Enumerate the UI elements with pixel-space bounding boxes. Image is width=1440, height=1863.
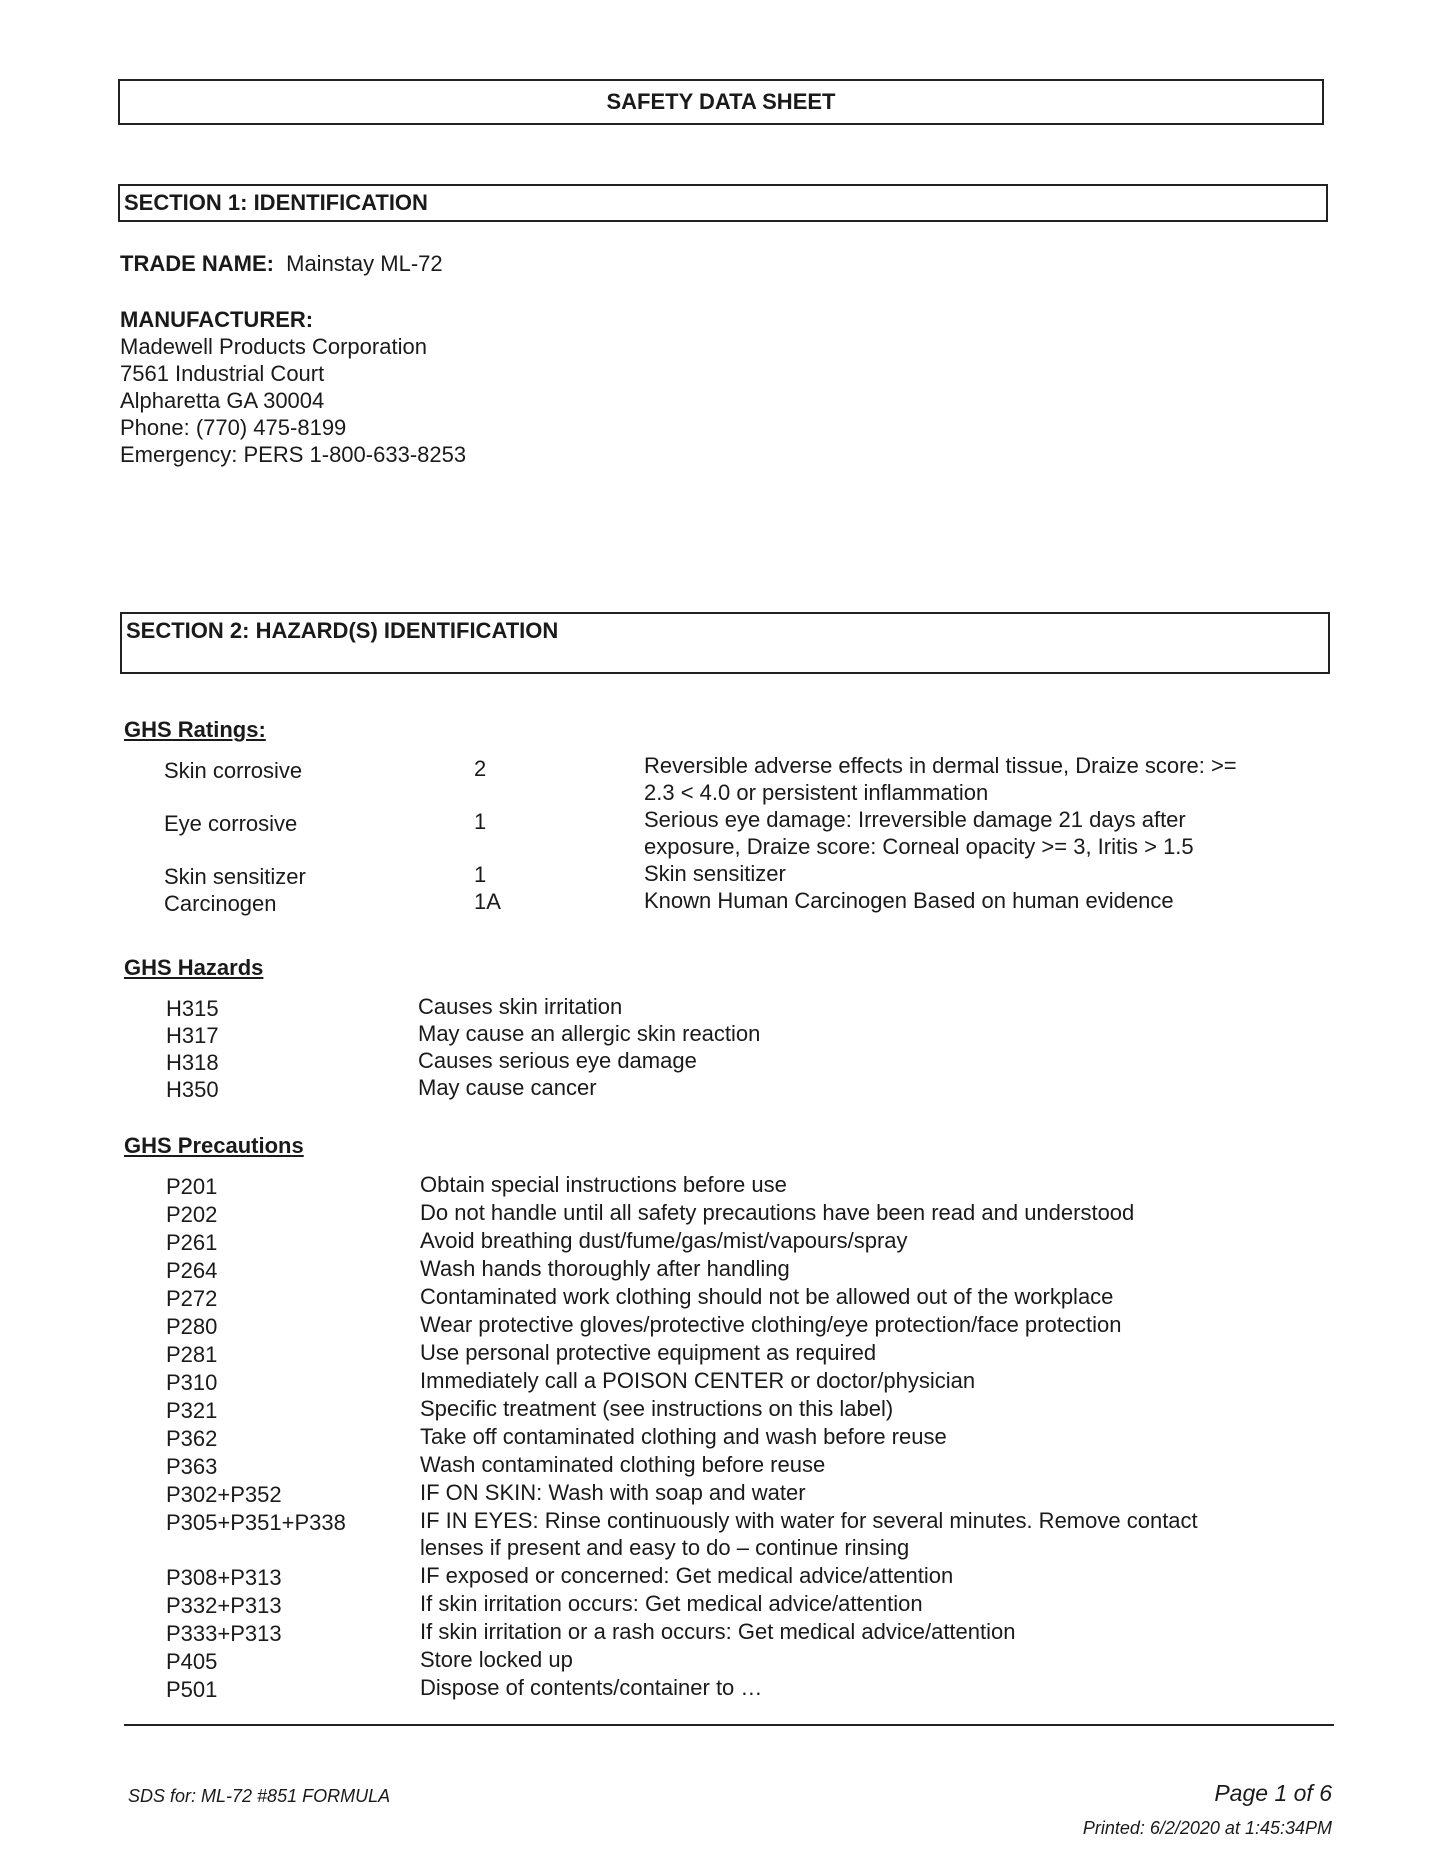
precaution-text: lenses if present and easy to do – continue rinsing [420, 1535, 910, 1560]
manufacturer-city: Alpharetta GA 30004 [120, 388, 325, 413]
manufacturer-emergency: Emergency: PERS 1-800-633-8253 [120, 442, 467, 467]
section1-header [118, 184, 1328, 222]
rating-value: 1A [474, 889, 501, 914]
hazard-code: H317 [166, 1023, 219, 1048]
precaution-text: If skin irritation or a rash occurs: Get medical advice/attention [420, 1619, 1016, 1644]
precaution-code: P362 [166, 1426, 218, 1451]
ghs-ratings-heading: GHS Ratings: [124, 717, 266, 742]
precaution-code: P302+P352 [166, 1482, 282, 1507]
rating-name: Skin sensitizer [164, 864, 306, 889]
precaution-text: IF ON SKIN: Wash with soap and water [420, 1480, 806, 1505]
hazard-code: H315 [166, 996, 219, 1021]
precaution-text: If skin irritation occurs: Get medical advice/attention [420, 1591, 923, 1616]
footer-printed-timestamp: Printed: 6/2/2020 at 1:45:34PM [1082, 1818, 1332, 1838]
precaution-text: IF exposed or concerned: Get medical advice/attention [420, 1563, 954, 1588]
rating-value: 2 [474, 756, 487, 781]
precaution-code: P264 [166, 1258, 218, 1283]
rating-value: 1 [474, 809, 487, 834]
precaution-text: Dispose of contents/container to … [420, 1675, 763, 1700]
rating-name: Eye corrosive [164, 811, 298, 836]
manufacturer-name: Madewell Products Corporation [120, 334, 427, 359]
rating-description: Serious eye damage: Irreversible damage 21 days after [644, 807, 1186, 832]
rating-name: Carcinogen [164, 891, 277, 916]
trade-name-value: Mainstay ML-72 [286, 251, 443, 276]
hazard-text: Causes serious eye damage [418, 1048, 697, 1073]
section2-header [120, 612, 1330, 674]
rating-description: Known Human Carcinogen Based on human evidence [644, 888, 1174, 913]
section2-heading: SECTION 2: HAZARD(S) IDENTIFICATION [126, 618, 559, 643]
rating-description: exposure, Draize score: Corneal opacity >= 3, Iritis > 1.5 [644, 834, 1194, 859]
rating-value: 1 [474, 862, 487, 887]
document-title: SAFETY DATA SHEET [606, 89, 836, 114]
precaution-text: Immediately call a POISON CENTER or doctor/physician [420, 1368, 976, 1393]
precaution-text: Wash contaminated clothing before reuse [420, 1452, 826, 1477]
precaution-code: P201 [166, 1174, 218, 1199]
section1-heading: SECTION 1: IDENTIFICATION [124, 190, 428, 215]
precaution-code: P261 [166, 1230, 218, 1255]
precaution-text: Contaminated work clothing should not be allowed out of the workplace [420, 1284, 1114, 1309]
trade-name-label: TRADE NAME: [120, 251, 274, 276]
precaution-text: Take off contaminated clothing and wash before reuse [420, 1424, 947, 1449]
precaution-code: P280 [166, 1314, 218, 1339]
precaution-text: Use personal protective equipment as required [420, 1340, 877, 1365]
hazard-text: Causes skin irritation [418, 994, 623, 1019]
precaution-code: P281 [166, 1342, 218, 1367]
precaution-text: IF IN EYES: Rinse continuously with water for several minutes. Remove contact [420, 1508, 1198, 1533]
precaution-text: Wear protective gloves/protective clothing/eye protection/face protection [420, 1312, 1122, 1337]
rating-description: 2.3 < 4.0 or persistent inflammation [644, 780, 989, 805]
rating-name: Skin corrosive [164, 758, 303, 783]
rating-description: Reversible adverse effects in dermal tissue, Draize score: >= [644, 753, 1237, 778]
footer-divider [124, 1724, 1334, 1726]
precaution-code: P332+P313 [166, 1593, 282, 1618]
precaution-code: P308+P313 [166, 1565, 282, 1590]
hazard-code: H318 [166, 1050, 219, 1075]
manufacturer-street: 7561 Industrial Court [120, 361, 325, 386]
rating-description: Skin sensitizer [644, 861, 786, 886]
precaution-code: P202 [166, 1202, 218, 1227]
precaution-text: Avoid breathing dust/fume/gas/mist/vapours/spray [420, 1228, 908, 1253]
precaution-code: P272 [166, 1286, 218, 1311]
precaution-text: Specific treatment (see instructions on this label) [420, 1396, 894, 1421]
ghs-hazards-heading: GHS Hazards [124, 955, 264, 980]
precaution-code: P305+P351+P338 [166, 1510, 346, 1535]
manufacturer-label: MANUFACTURER: [120, 307, 314, 332]
precaution-text: Do not handle until all safety precautions have been read and understood [420, 1200, 1135, 1225]
precaution-code: P321 [166, 1398, 218, 1423]
precaution-text: Store locked up [420, 1647, 573, 1672]
footer-sds-for: SDS for: ML-72 #851 FORMULA [128, 1786, 391, 1806]
ghs-precautions-heading: GHS Precautions [124, 1133, 304, 1158]
precaution-code: P405 [166, 1649, 218, 1674]
hazard-text: May cause an allergic skin reaction [418, 1021, 761, 1046]
footer-page-number: Page 1 of 6 [1214, 1780, 1332, 1806]
trade-name-line [120, 250, 443, 277]
precaution-text: Obtain special instructions before use [420, 1172, 787, 1197]
hazard-text: May cause cancer [418, 1075, 597, 1100]
precaution-code: P333+P313 [166, 1621, 282, 1646]
manufacturer-phone: Phone: (770) 475-8199 [120, 415, 347, 440]
precaution-text: Wash hands thoroughly after handling [420, 1256, 790, 1281]
precaution-code: P501 [166, 1677, 218, 1702]
document-title-box [118, 79, 1324, 125]
precaution-code: P310 [166, 1370, 218, 1395]
precaution-code: P363 [166, 1454, 218, 1479]
hazard-code: H350 [166, 1077, 219, 1102]
